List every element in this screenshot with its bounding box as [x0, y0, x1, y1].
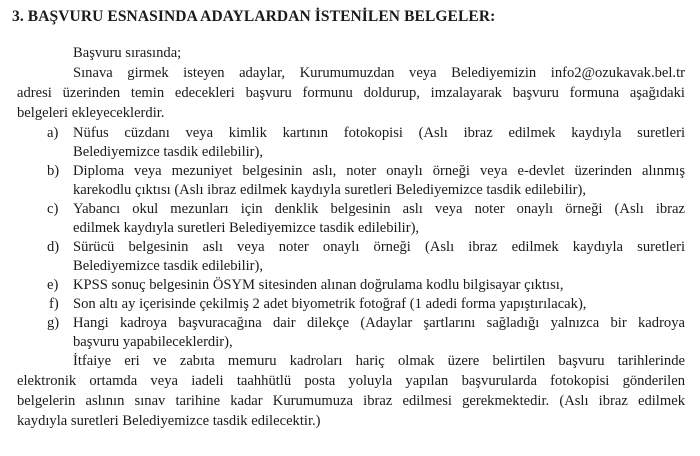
list-item-line: Son altı ay içerisinde çekilmiş 2 adet biyometrik fotoğraf (1 adedi forma yapıştırılacak),	[73, 296, 587, 312]
intro-line: Sınava girmek isteyen adaylar, Kurumumuzdan veya Belediyemizin info2@ozukavak.bel.tr	[73, 65, 685, 81]
closing-line: belgelerin aslının sınav tarihine kadar Kurumumuza ibraz edilmesi gerekmektedir. (Aslı ibraz edilmek	[17, 393, 685, 409]
list-item-line: Belediyemizce tasdik edilebilir),	[73, 144, 264, 160]
list-marker: a)	[47, 125, 59, 141]
closing-line: İtfaiye eri ve zabıta memuru kadroları hariç olmak üzere belirtilen başvuru tarihlerinde	[73, 353, 685, 369]
list-item-line: Yabancı okul mezunları için denklik belgesinin aslı veya noter onaylı örneği (Aslı ibraz	[73, 201, 685, 217]
intro-line: belgeleri ekleyeceklerdir.	[17, 105, 165, 121]
list-item-line: edilmek kaydıyla suretleri Belediyemizce tasdik edilebilir),	[73, 220, 420, 236]
section-heading: 3. BAŞVURU ESNASINDA ADAYLARDAN İSTENİLEN BELGELER:	[12, 8, 496, 25]
list-item-line: başvuru yapabileceklerdir),	[73, 334, 233, 350]
closing-line: kaydıyla suretleri Belediyemizce tasdik edilecektir.)	[17, 413, 321, 429]
list-marker: c)	[47, 201, 59, 217]
list-item-line: karekodlu çıktısı (Aslı ibraz edilmek kaydıyla suretleri Belediyemizce tasdik edilebilir),	[73, 182, 587, 198]
list-marker: b)	[47, 163, 60, 179]
list-item-line: Nüfus cüzdanı veya kimlik kartının fotokopisi (Aslı ibraz edilmek kaydıyla suretleri	[73, 125, 685, 141]
list-marker: g)	[47, 315, 60, 331]
list-item-line: Sürücü belgesinin aslı veya noter onaylı örneği (Aslı ibraz edilmek kaydıyla suretleri	[73, 239, 685, 255]
list-marker: d)	[47, 239, 60, 255]
list-marker: e)	[47, 277, 59, 293]
list-marker: f)	[49, 296, 59, 312]
closing-line: elektronik ortamda veya iadeli taahhütlü posta yoluyla yapılan başvurularda fotokopisi gönderilen	[17, 373, 685, 389]
list-item-line: Diploma veya mezuniyet belgesinin aslı, noter onaylı örneği veya e-devlet üzerinden alınmış	[73, 163, 685, 179]
intro-lead: Başvuru sırasında;	[73, 45, 182, 61]
list-item-line: Hangi kadroya başvuracağına dair dilekçe (Adaylar şartlarını sağladığı yalnızca bir kadroya	[73, 315, 685, 331]
list-item-line: KPSS sonuç belgesinin ÖSYM sitesinden alınan doğrulama kodlu bilgisayar çıktısı,	[73, 277, 564, 293]
list-item-line: Belediyemizce tasdik edilebilir),	[73, 258, 264, 274]
intro-line: adresi üzerinden temin edecekleri başvuru formunu doldurup, imzalayarak başvuru formuna aşağıdaki	[17, 85, 685, 101]
